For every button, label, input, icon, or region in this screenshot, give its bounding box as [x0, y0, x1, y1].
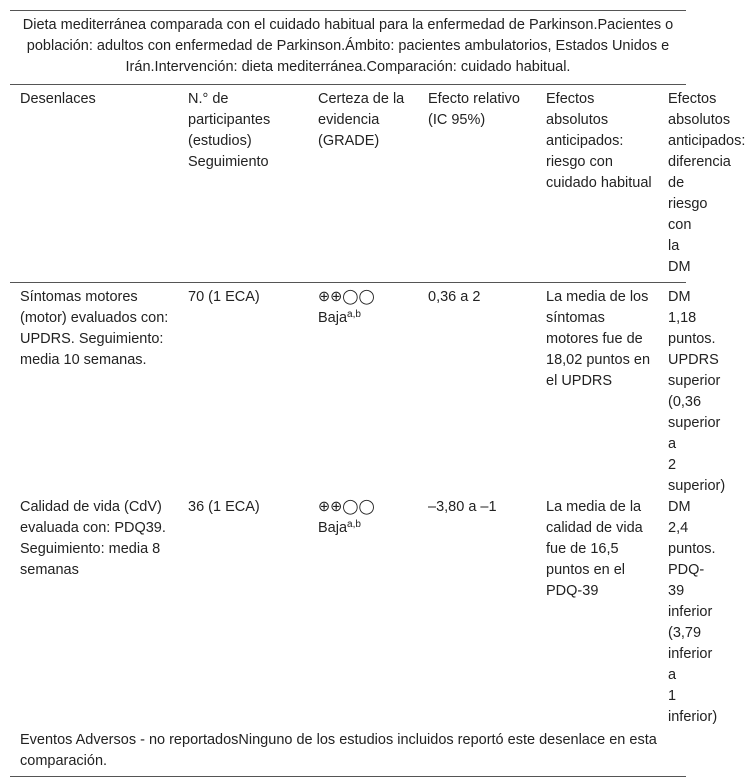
- cell-participants: 36 (1 ECA): [188, 499, 260, 515]
- cell-certainty: [308, 283, 418, 498]
- cell-relative-effect: –3,80 a –1: [428, 499, 497, 515]
- certainty-footnote-ref: a,b: [347, 519, 361, 530]
- header-outcomes: Desenlaces: [20, 91, 96, 107]
- table-row: [10, 497, 686, 730]
- header-risk-difference: Efectos absolutos anticipados: diferencia de riesgo con la DM: [668, 91, 745, 275]
- cell-outcome: Síntomas motores (motor) evaluados con: UPDRS. Seguimiento: media 10 semanas.: [20, 289, 169, 368]
- certainty-label: Baja: [318, 310, 348, 326]
- cell-participants: 70 (1 ECA): [188, 289, 260, 305]
- header-relative-effect: Efecto relativo (IC 95%): [428, 91, 520, 128]
- header-certainty: Certeza de la evidencia (GRADE): [318, 91, 405, 149]
- header-participants: N.° de participantes (estudios) Seguimiento: [188, 91, 271, 170]
- table-footer-note: Eventos Adversos - no reportadosNinguno de los estudios incluidos reportó este desenlace en esta comparación.: [10, 730, 686, 777]
- cell-outcome: Calidad de vida (CdV) evaluada con: PDQ39. Seguimiento: media 8 semanas: [20, 499, 166, 578]
- cell-risk-difference: DM 1,18 puntos. UPDRS superior (0,36 superior a 2 superior): [668, 289, 726, 494]
- header-risk-usual-care: Efectos absolutos anticipados: riesgo con cuidado habitual: [546, 91, 652, 191]
- certainty-symbols: ⊕⊕◯◯: [318, 289, 375, 305]
- cell-relative-effect: 0,36 a 2: [428, 289, 481, 305]
- header-row: [10, 85, 686, 283]
- certainty-footnote-ref: a,b: [347, 309, 361, 320]
- cell-certainty: [308, 497, 418, 730]
- cell-risk-usual-care: La media de los síntomas motores fue de 18,02 puntos en el UPDRS: [546, 289, 651, 389]
- table-caption: Dieta mediterránea comparada con el cuidado habitual para la enfermedad de Parkinson.Pacientes o población: adultos con enfermedad de Parkinson.Ámbito: pacientes ambulatorios, Estados Unidos e Irán.Intervención: dieta mediterránea.Comparación: cuidado habitual.: [22, 17, 674, 75]
- cell-risk-usual-care: La media de la calidad de vida fue de 16,5 puntos en el PDQ-39: [546, 499, 643, 599]
- certainty-label: Baja: [318, 520, 348, 536]
- evidence-summary-table: [10, 10, 745, 777]
- cell-risk-difference: DM 2,4 puntos. PDQ-39 inferior (3,79 inferior a 1 inferior): [668, 499, 718, 725]
- table-row: [10, 283, 686, 498]
- results-table: [10, 85, 745, 730]
- certainty-symbols: ⊕⊕◯◯: [318, 499, 375, 515]
